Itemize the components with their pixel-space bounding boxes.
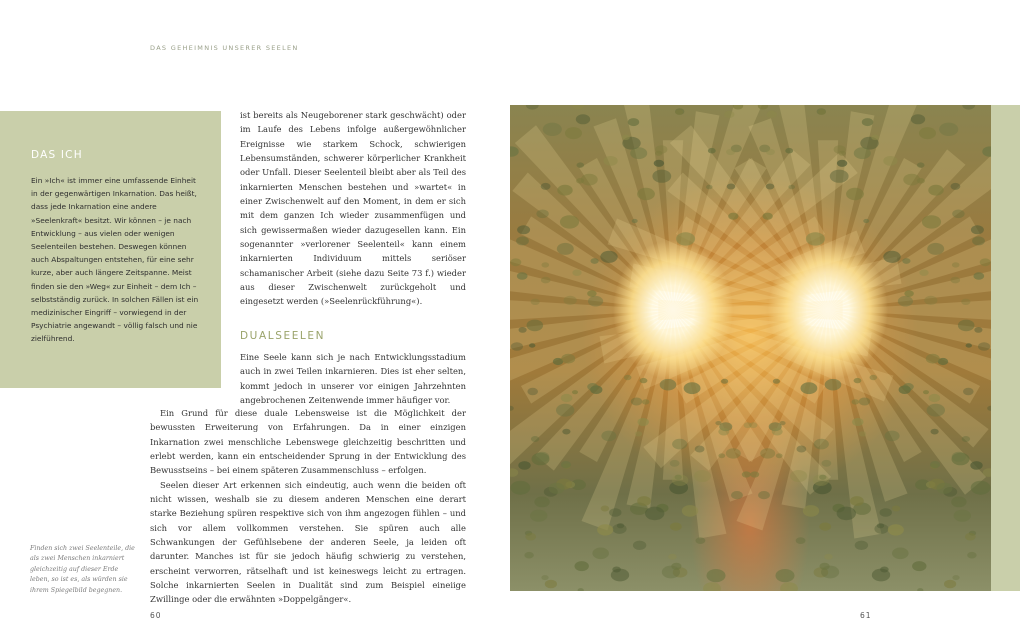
image-caption: Finden sich zwei Seelenteile, die als zwei Menschen inkarniert gleichzeitig auf dieser Erde leben, so ist es, als würden sie ihrem Spiegelbild begegnen. <box>30 545 135 594</box>
body-column-top: ist bereits als Neugeborener stark geschwächt) oder im Laufe des Lebens infolge außergewöhnlicher Ereignisse wie starkem Schock, schwierigen Lebensumständen, schwerer körperlicher Krankheit oder Unfall. Dieser Seelenteil bleibt aber als Teil des inkarnierten Menschen bestehen und »wartet« in einer Zwischenwelt auf den Moment, in dem er sich mit dem ganzen Ich wieder zusammenfügen und sich gewissermaßen wieder dazugesellen kann. Ein sogenannter »verlorener Seelenteil« kann einem inkarnierten Individuum mittels seriöser schamanischer Arbeit (siehe dazu Seite 73 f.) wieder aus dieser Zwischenwelt zurückgeholt und eingesetzt werden (»Seelenrückführung«). <box>240 110 466 307</box>
body-paragraph: Seelen dieser Art erkennen sich eindeutig, auch wenn die beiden oft nicht wissen, weshalb sie zu diesem anderen Menschen eine derart starke Beziehung spüren respektive sich von ihm angezogen fühlen – und sich vor allem vollkommen verstehen. Sie spüren auch alle Schwankungen der Gefühlsebene der anderen Seele, ja leiden oft darunter. Manches ist für sie jedoch häufig schwierig zu verstehen, erscheint verworren, rätselhaft und ist keineswegs leicht zu ertragen. Solche inkarnierten Seelen in Dualität sind zum Beispiel eineiige Zwillinge oder die erwähnten »Doppelgänger«. <box>150 479 466 605</box>
body-column-wide <box>150 406 466 607</box>
green-margin-strip <box>991 105 1020 591</box>
running-head: DAS GEHEIMNIS UNSERER SEELEN <box>150 44 299 52</box>
mirrored-sunlight-photo <box>510 105 991 591</box>
body-paragraph: Ein Grund für diese duale Lebensweise ist die Möglichkeit der bewussten Erweiterung von Erfahrungen. Da in einer einzigen Inkarnation zwei menschliche Lebenswege gleichzeitig beschritten und erlebt werden, kann ein entscheidender Sprung in der Entwicklung des Bewusstseins – bei einem späteren Zusammenschluss – erfolgen. <box>150 408 466 476</box>
page-number-right: 61 <box>860 611 872 620</box>
body-column-intro: Eine Seele kann sich je nach Entwicklungsstadium auch in zwei Teilen inkarnieren. Dies ist eher selten, kommt jedoch in unserer vor einigen Jahrzehnten angebrochenen Zeitenwende immer häufiger vor. <box>240 352 466 406</box>
section-heading: DUALSEELEN <box>240 330 326 342</box>
sun-rays-graphic <box>510 105 991 591</box>
sidebar-text: Ein »Ich« ist immer eine umfassende Einheit in der gegenwärtigen Inkarnation. Das heißt, dass jede Inkarnation eine andere »Seelenkraft« besitzt. Wir können – je nach Entwicklung – aus vielen oder wenigen Seelenteilen bestehen. Deswegen können auch Abspaltungen entstehen, für eine sehr kurze, aber auch längere Zeitspanne. Meist finden sie den »Weg« zur Einheit – dem Ich – selbstständig zurück. In solchen Fällen ist ein medizinischer Eingriff – vorwiegend in der Psychiatrie angewandt – völlig falsch und nie zielführend. <box>31 176 199 344</box>
page-number-left: 60 <box>150 611 162 620</box>
sidebar-box <box>0 111 221 388</box>
sidebar-title: DAS ICH <box>31 149 83 161</box>
